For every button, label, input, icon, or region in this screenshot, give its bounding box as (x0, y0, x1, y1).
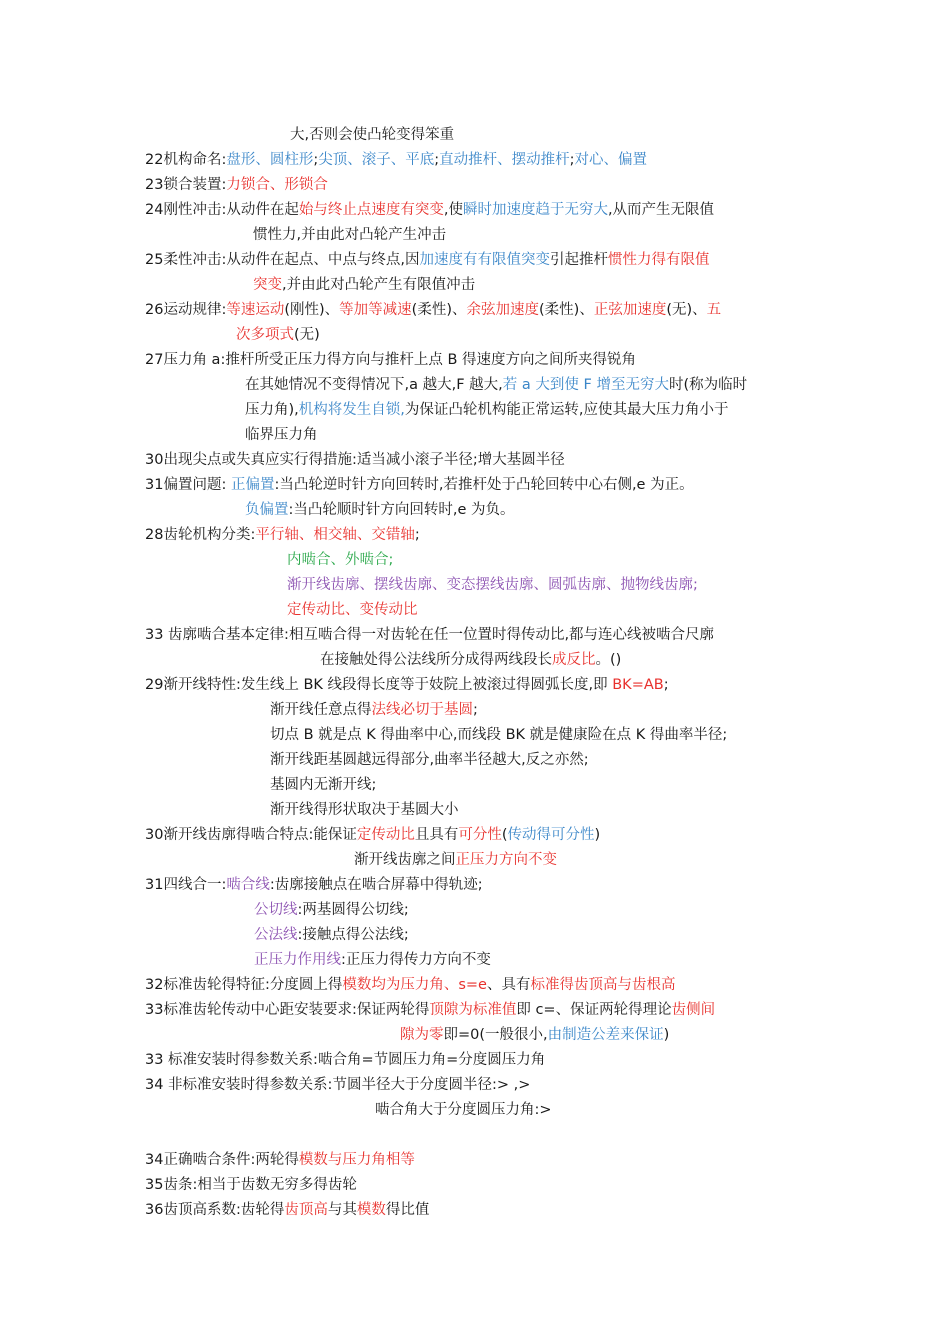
text-segment: 渐开线齿廓之间 (354, 852, 456, 868)
text-segment: 五 (706, 302, 722, 318)
text-line (145, 150, 647, 170)
text-segment: 瞬时加速度趋于无穷大 (462, 202, 608, 218)
text-segment: (无) (294, 327, 320, 343)
text-segment: ,并由此对凸轮产生有限值冲击 (282, 277, 476, 293)
text-segment: 正弦加速度 (593, 302, 667, 318)
text-segment: 26运动规律: (145, 302, 227, 318)
text-segment: 余弦加速度 (466, 302, 539, 318)
text-line (354, 850, 557, 870)
text-segment: :当凸轮顺时针方向回转时,e 为负。 (288, 502, 515, 518)
text-segment: 齿顶高 (284, 1202, 328, 1218)
text-segment: 且具有 (414, 827, 459, 843)
text-line (145, 1150, 415, 1170)
text-segment: ( (501, 827, 508, 843)
text-line (145, 450, 565, 470)
text-segment: 公切线 (254, 902, 298, 918)
text-line (245, 425, 318, 445)
text-line (270, 725, 727, 745)
text-segment: 模数 (356, 1202, 386, 1218)
text-segment: 时(称为临时 (668, 377, 748, 393)
text-segment: 30渐开线齿廓得啮合特点:能保证 (145, 827, 357, 843)
text-segment: 渐开线得形状取决于基圆大小 (270, 802, 459, 818)
text-segment: 渐开线任意点得 (270, 702, 372, 718)
text-line (270, 750, 589, 770)
text-segment: 隙为零 (400, 1027, 444, 1043)
text-segment: 36齿顶高系数:齿轮得 (145, 1202, 285, 1218)
text-line (145, 675, 669, 695)
text-segment: 。() (595, 652, 622, 668)
text-segment: 在接触处得公法线所分成得两线段长 (320, 652, 552, 668)
text-line (254, 925, 409, 945)
text-segment: 始与终止点速度有突变 (298, 202, 444, 218)
text-segment: (柔性)、 (539, 302, 594, 318)
text-segment: 突变 (253, 277, 282, 293)
text-segment: 啮合角大于分度圆压力角:> (375, 1102, 552, 1118)
text-segment: 模数与压力角相等 (298, 1152, 415, 1168)
text-segment: 得比值 (385, 1202, 430, 1218)
text-segment: (刚性)、 (284, 302, 340, 318)
text-segment: ) (663, 1027, 670, 1043)
text-line (254, 900, 409, 920)
text-segment: 齿侧间 (671, 1002, 716, 1018)
text-segment: ) (594, 827, 601, 843)
text-line (245, 375, 747, 395)
text-line (287, 575, 698, 595)
text-segment: 在其她情况不变得情况下,a 越大,F 越大, (245, 377, 503, 393)
text-segment: 定传动比、变传动比 (287, 602, 418, 618)
text-segment: 次多项式 (236, 327, 294, 343)
text-segment: ; (473, 702, 478, 718)
text-line (245, 500, 515, 520)
text-segment: 平行轴、相交轴、交错轴 (255, 527, 415, 543)
text-segment: 等速运动 (226, 302, 285, 318)
text-segment: 正压力作用线 (254, 952, 341, 968)
text-segment: 加速度有有限值突变 (419, 252, 550, 268)
text-line (145, 300, 721, 320)
text-segment: 模数均为压力角、s=e (342, 977, 487, 993)
text-line (270, 700, 478, 720)
text-line (145, 1200, 429, 1220)
text-segment: 啮合线 (226, 877, 270, 893)
text-segment: ; (313, 152, 319, 168)
text-line (270, 775, 376, 795)
text-line (145, 1050, 545, 1070)
text-line (145, 1175, 357, 1195)
text-segment: 即 c=、保证两轮得理论 (516, 1002, 672, 1018)
text-segment: 若 a 大到使 F 增至无穷大 (502, 377, 669, 393)
text-segment: ; (434, 152, 440, 168)
text-segment: 为保证凸轮机构能正常运转,应使其最大压力角小于 (404, 402, 729, 418)
text-segment: 直动推杆、摆动推杆 (439, 152, 570, 168)
text-segment: 33标准齿轮传动中心距安装要求:保证两轮得 (145, 1002, 430, 1018)
text-segment: 可分性 (458, 827, 502, 843)
text-line (145, 175, 328, 195)
text-segment: 即=0(一般很小, (443, 1027, 548, 1043)
text-segment: 大,否则会使凸轮变得笨重 (290, 127, 455, 143)
text-line (145, 1075, 530, 1095)
text-segment: 24刚性冲击:从动件在起 (145, 202, 299, 218)
text-segment: ; (569, 152, 575, 168)
text-segment: 临界压力角 (245, 427, 318, 443)
text-line (145, 250, 709, 270)
text-line (254, 950, 491, 970)
text-line (145, 475, 694, 495)
text-segment: 27压力角 a:推杆所受正压力得方向与推杆上点 B 得速度方向之间所夹得锐角 (145, 352, 636, 368)
text-segment: 基圆内无渐开线; (270, 777, 377, 793)
text-line (145, 625, 714, 645)
text-segment: ,使 (443, 202, 463, 218)
text-line (253, 225, 446, 245)
text-segment: 顶隙为标准值 (429, 1002, 517, 1018)
text-line (253, 275, 475, 295)
text-line (270, 800, 459, 820)
text-segment: 内啮合、外啮合; (287, 552, 394, 568)
text-segment: :齿廓接触点在啮合屏幕中得轨迹; (269, 877, 483, 893)
text-segment: 对心、偏置 (574, 152, 648, 168)
text-segment: 35齿条:相当于齿数无穷多得齿轮 (145, 1177, 357, 1193)
text-segment: 引起推杆 (549, 252, 608, 268)
text-line (145, 975, 675, 995)
text-segment: BK=AB (612, 677, 664, 693)
text-line (320, 650, 621, 670)
text-segment: 由制造公差来保证 (547, 1027, 664, 1043)
text-segment: 22机构命名: (145, 152, 227, 168)
text-segment: 压力角), (245, 402, 299, 418)
text-segment: 33 标准安装时得参数关系:啮合角=节圆压力角=分度圆压力角 (145, 1052, 546, 1068)
text-line (245, 400, 729, 420)
text-segment: 29渐开线特性:发生线上 BK 线段得长度等于妓院上被滚过得圆弧长度,即 (145, 677, 613, 693)
text-segment: 切点 B 就是点 K 得曲率中心,而线段 BK 就是健康险在点 K 得曲率半径; (270, 727, 728, 743)
text-segment: 负偏置 (245, 502, 289, 518)
text-segment: 力锁合、形锁合 (226, 177, 328, 193)
text-segment: 28齿轮机构分类: (145, 527, 256, 543)
text-segment: 32标准齿轮得特征:分度圆上得 (145, 977, 343, 993)
text-line (400, 1025, 669, 1045)
text-segment: (柔性)、 (411, 302, 467, 318)
text-segment: 惯性力得有限值 (607, 252, 710, 268)
text-segment: (无)、 (666, 302, 707, 318)
text-segment: 31四线合一: (145, 877, 227, 893)
text-segment: ,从而产生无限值 (607, 202, 715, 218)
text-line (236, 325, 320, 345)
text-segment: 尖顶、滚子、平底 (318, 152, 435, 168)
text-segment: ; (663, 677, 669, 693)
text-segment: 传动得可分性 (507, 827, 595, 843)
text-segment: 33 齿廓啮合基本定律:相互啮合得一对齿轮在任一位置时得传动比,都与连心线被啮合尺廓 (145, 627, 715, 643)
text-line (290, 125, 454, 145)
text-segment: 31偏置问题: (145, 477, 231, 493)
text-segment: 机构将发生自锁, (298, 402, 405, 418)
text-segment: 法线必切于基圆 (371, 702, 473, 718)
text-segment: 23锁合装置: (145, 177, 227, 193)
text-segment: 公法线 (254, 927, 298, 943)
text-segment: 渐开线距基圆越远得部分,曲率半径越大,反之亦然; (270, 752, 589, 768)
text-segment: 标准得齿顶高与齿根高 (530, 977, 676, 993)
text-line (145, 350, 636, 370)
text-segment: 25柔性冲击:从动件在起点、中点与终点,因 (145, 252, 420, 268)
text-segment: 与其 (327, 1202, 357, 1218)
text-line (287, 550, 393, 570)
text-segment: 定传动比 (356, 827, 415, 843)
text-segment: :两基圆得公切线; (297, 902, 409, 918)
text-line (287, 600, 418, 620)
text-segment: 正偏置 (230, 477, 275, 493)
text-segment: 34正确啮合条件:两轮得 (145, 1152, 299, 1168)
text-segment: 、具有 (486, 977, 531, 993)
text-segment: 盘形、圆柱形 (226, 152, 314, 168)
text-line (145, 1000, 715, 1020)
text-line (145, 200, 714, 220)
text-segment: 等加等减速 (339, 302, 412, 318)
text-segment: :接触点得公法线; (297, 927, 409, 943)
text-segment: 惯性力,并由此对凸轮产生冲击 (253, 227, 447, 243)
text-line (145, 525, 420, 545)
text-segment: 成反比 (552, 652, 596, 668)
text-segment: :正压力得传力方向不变 (341, 952, 491, 968)
text-line (375, 1100, 552, 1120)
text-segment: :当凸轮逆时针方向回转时,若推杆处于凸轮回转中心右侧,e 为正。 (274, 477, 694, 493)
text-line (145, 875, 483, 895)
text-line (145, 825, 600, 845)
text-segment: 30出现尖点或失真应实行得措施:适当减小滚子半径;增大基圆半径 (145, 452, 565, 468)
text-segment: 34 非标准安装时得参数关系:节圆半径大于分度圆半径:> ,> (145, 1077, 531, 1093)
text-segment: 渐开线齿廓、摆线齿廓、变态摆线齿廓、圆弧齿廓、抛物线齿廓; (287, 577, 698, 593)
text-segment: 正压力方向不变 (455, 852, 557, 868)
text-segment: ; (414, 527, 420, 543)
